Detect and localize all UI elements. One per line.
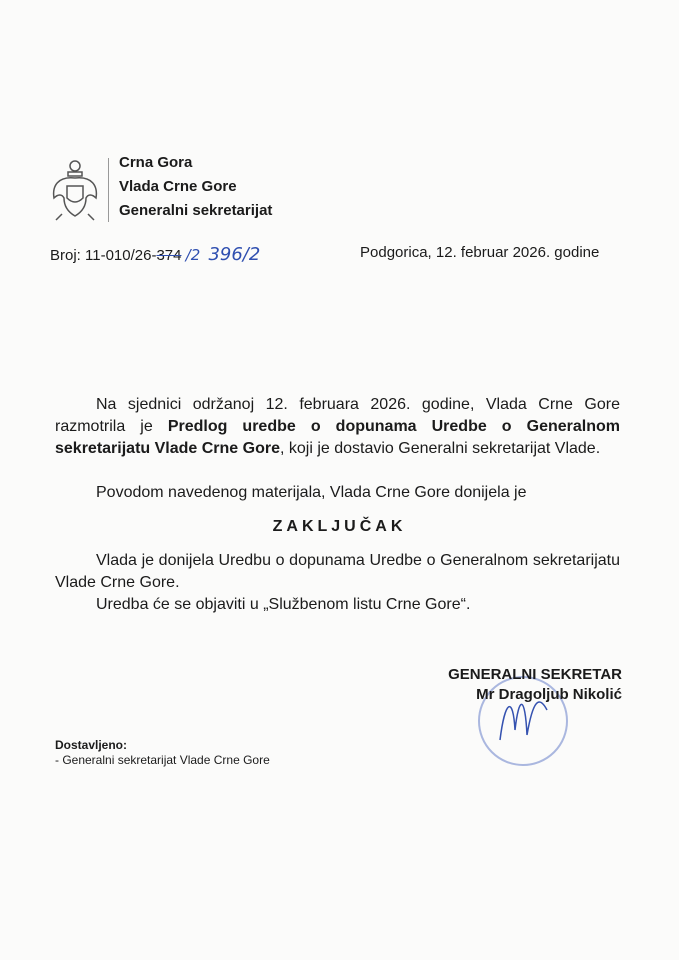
distribution-label: Dostavljeno:	[55, 738, 128, 752]
header-government: Vlada Crne Gore	[119, 178, 237, 195]
header-divider	[108, 158, 109, 222]
place-date: Podgorica, 12. februar 2026. godine	[360, 244, 600, 261]
paragraph-conclusion: Vlada je donijela Uredbu o dopunama Uredbe o Generalnom sekretarijatu Vlade Crne Gore.	[55, 552, 620, 591]
distribution-item: - Generalni sekretarijat Vlade Crne Gore	[55, 753, 270, 767]
paragraph-session	[55, 394, 620, 460]
reference-struck: 374	[156, 247, 182, 264]
handwritten-correction-b: 396/2	[208, 244, 261, 265]
header-country: Crna Gora	[119, 154, 193, 171]
p1-text-end: , koji je dostavio Generalni sekretarijat Vlade.	[279, 440, 601, 457]
handwritten-correction-a: /2	[185, 246, 201, 264]
signatory-name: Mr Dragoljub Nikolić	[476, 686, 622, 703]
reference-number	[50, 244, 260, 265]
coat-of-arms-icon	[48, 158, 102, 222]
reference-label: Broj: 11-010/26-	[50, 247, 157, 264]
paragraph-decision-intro: Povodom navedenog materijala, Vlada Crne Gore donijela je	[96, 484, 527, 501]
header-department: Generalni sekretarijat	[119, 202, 273, 219]
p1-proposal-title: Predlog uredbe o dopunama Uredbe o Generalnom sekretarijatu Vlade Crne Gore	[55, 418, 621, 457]
paragraph-publication: Uredba će se objaviti u „Službenom listu Crne Gore“.	[96, 596, 471, 613]
p1-text: Na sjednici održanoj 12. februara 2026. godine, Vlada Crne Gore razmotrila je	[55, 396, 620, 435]
document-heading: ZAKLJUČAK	[272, 518, 407, 535]
signatory-title: GENERALNI SEKRETAR	[448, 666, 622, 683]
